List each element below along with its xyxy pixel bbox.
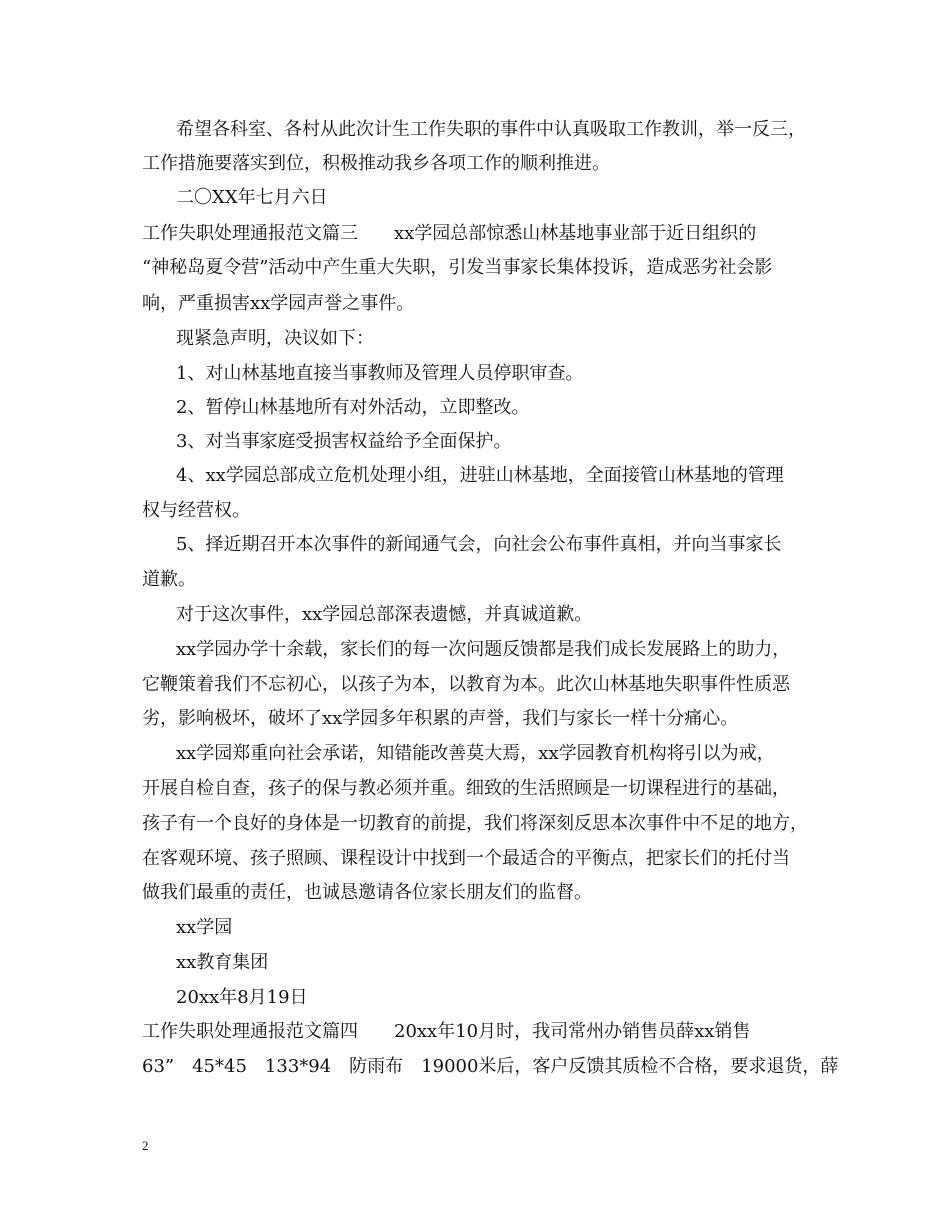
list-item: 5、择近期召开本次事件的新闻通气会，向社会公布事件真相，并向当事家长 (176, 534, 782, 555)
date-line: 20xx年8月19日 (176, 987, 308, 1008)
paragraph-line: 开展自检自查，孩子的保与教必须并重。细致的生活照顾是一切课程进行的基础， (142, 778, 790, 799)
signature-line: xx学园 (176, 917, 233, 938)
section-heading-line: 工作失职处理通报范文篇四 20xx年10月时，我司常州办销售员薛xx销售 (142, 1021, 751, 1042)
list-item: 1、对山林基地直接当事教师及管理人员停职审查。 (176, 363, 584, 384)
page-number: 2 (142, 1138, 149, 1153)
paragraph-line: 对于这次事件，xx学园总部深表遗憾，并真诚道歉。 (176, 604, 593, 625)
paragraph-line: 工作措施要落实到位，积极推动我乡各项工作的顺利推进。 (142, 153, 610, 174)
list-item: 3、对当事家庭受损害权益给予全面保护。 (176, 431, 512, 452)
list-item: 2、暂停山林基地所有对外活动，立即整改。 (176, 397, 530, 418)
paragraph-line: 现紧急声明，决议如下： (176, 328, 374, 349)
list-item: 4、xx学园总部成立危机处理小组，进驻山林基地，全面接管山林基地的管理 (176, 465, 784, 486)
paragraph-line: 在客观环境、孩子照顾、课程设计中找到一个最适合的平衡点，把家长们的托付当 (142, 848, 790, 869)
paragraph-line: 希望各科室、各村从此次计生工作失职的事件中认真吸取工作教训，举一反三， (176, 119, 806, 140)
paragraph-line: “神秘岛夏令营”活动中产生重大失职，引发当事家长集体投诉，造成恶劣社会影 (142, 257, 773, 278)
paragraph-line: 响，严重损害xx学园声誉之事件。 (142, 293, 415, 314)
paragraph-line: 63” 45*45 133*94 防雨布 19000米后，客户反馈其质检不合格，要求退货，薛 (142, 1056, 839, 1077)
paragraph-line: 它鞭策着我们不忘初心，以孩子为本，以教育为本。此次山林基地失职事件性质恶 (142, 674, 790, 695)
paragraph-line: xx学园办学十余载，家长们的每一次问题反馈都是我们成长发展路上的助力， (176, 639, 791, 660)
list-item-continuation: 权与经营权。 (142, 500, 250, 521)
date-line: 二〇XX年七月六日 (176, 187, 328, 208)
paragraph-line: xx学园郑重向社会承诺，知错能改善莫大焉，xx学园教育机构将引以为戒， (176, 743, 775, 764)
paragraph-line: 劣，影响极坏，破坏了xx学园多年积累的声誉，我们与家长一样十分痛心。 (142, 708, 739, 729)
section-heading-line: 工作失职处理通报范文篇三 xx学园总部惊悉山林基地事业部于近日组织的 (142, 223, 757, 244)
paragraph-line: 做我们最重的责任，也诚恳邀请各位家长朋友们的监督。 (142, 882, 592, 903)
paragraph-line: 孩子有一个良好的身体是一切教育的前提，我们将深刻反思本次事件中不足的地方， (142, 813, 808, 834)
list-item-continuation: 道歉。 (142, 569, 196, 590)
signature-line: xx教育集团 (176, 952, 269, 973)
